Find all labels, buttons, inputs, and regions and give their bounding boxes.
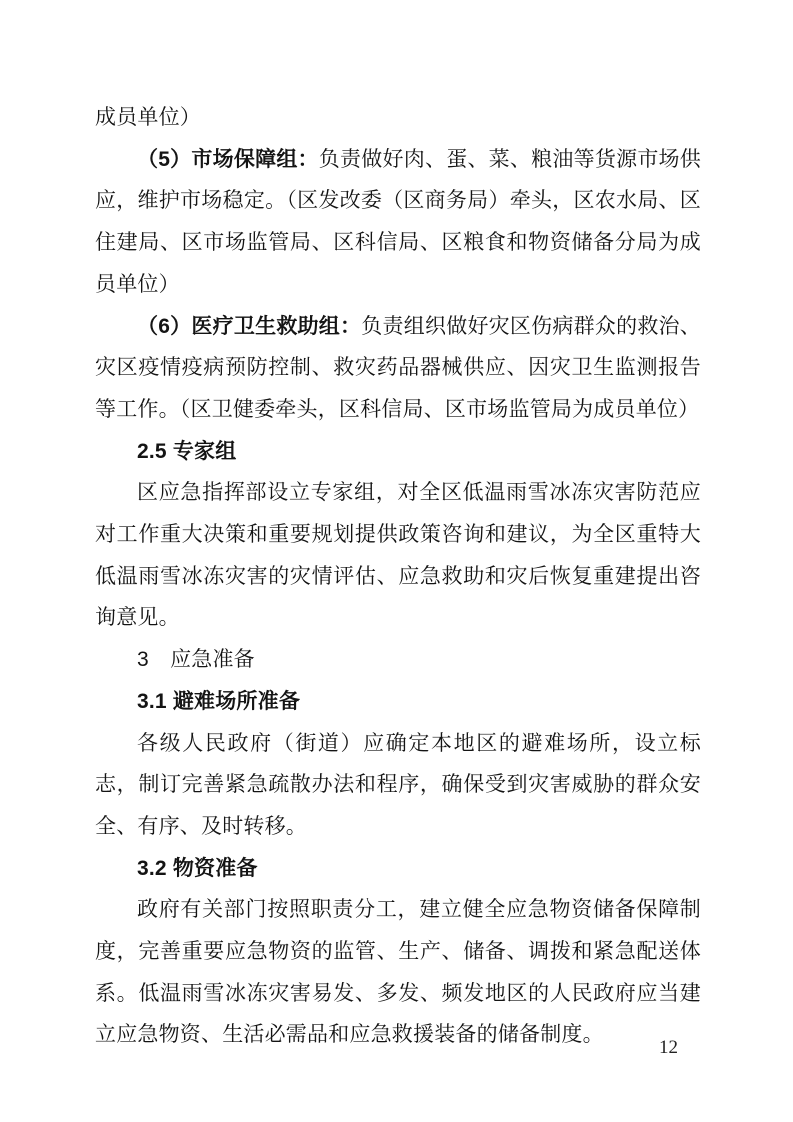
paragraph-market-support-group <box>95 139 701 306</box>
page-number: 12 <box>659 1037 678 1058</box>
paragraph-text: 负责组织做好灾区伤病群众的救治、灾区疫情疫病预防控制、救灾药品器械供应、因灾卫生监测报告等工作。（区卫健委牵头，区科信局、区市场监管局为成员单位） <box>95 313 701 421</box>
document-content <box>95 97 701 1056</box>
paragraph-supplies-preparation-body: 政府有关部门按照职责分工，建立健全应急物资储备保障制度，完善重要应急物资的监管、生产、储备、调拨和紧急配送体系。低温雨雪冰冻灾害易发、多发、频发地区的人民政府应当建立应急物资、生活必需品和应急救援装备的储备制度。 <box>95 897 701 1047</box>
paragraph-medical-rescue-group <box>95 306 701 431</box>
paragraph-member-units-continuation: 成员单位） <box>95 105 201 129</box>
paragraph-text: 负责做好肉、蛋、菜、粮油等货源市场供应，维护市场稳定。（区发改委（区商务局）牵头，区农水局、区住建局、区市场监管局、区科信局、区粮食和物资储备分局为成员单位） <box>95 146 701 296</box>
paragraph-bold-lead-medical-rescue: （6）医疗卫生救助组： <box>137 314 362 338</box>
section-heading-3-2-supplies-preparation: 3.2 物资准备 <box>137 856 258 880</box>
section-heading-3-1-shelter-preparation: 3.1 避难场所准备 <box>137 689 301 713</box>
section-heading-3-emergency-preparation: 3 应急准备 <box>137 648 255 672</box>
section-heading-2-5-expert-group: 2.5 专家组 <box>137 439 237 463</box>
paragraph-bold-lead-market-support: （5）市场保障组： <box>137 147 319 171</box>
paragraph-expert-group-body: 区应急指挥部设立专家组，对全区低温雨雪冰冻灾害防范应对工作重大决策和重要规划提供政策咨询和建议，为全区重特大低温雨雪冰冻灾害的灾情评估、应急救助和灾后恢复重建提出咨询意见。 <box>95 480 701 630</box>
paragraph-shelter-preparation-body: 各级人民政府（街道）应确定本地区的避难场所，设立标志，制订完善紧急疏散办法和程序，确保受到灾害威胁的群众安全、有序、及时转移。 <box>95 730 701 838</box>
